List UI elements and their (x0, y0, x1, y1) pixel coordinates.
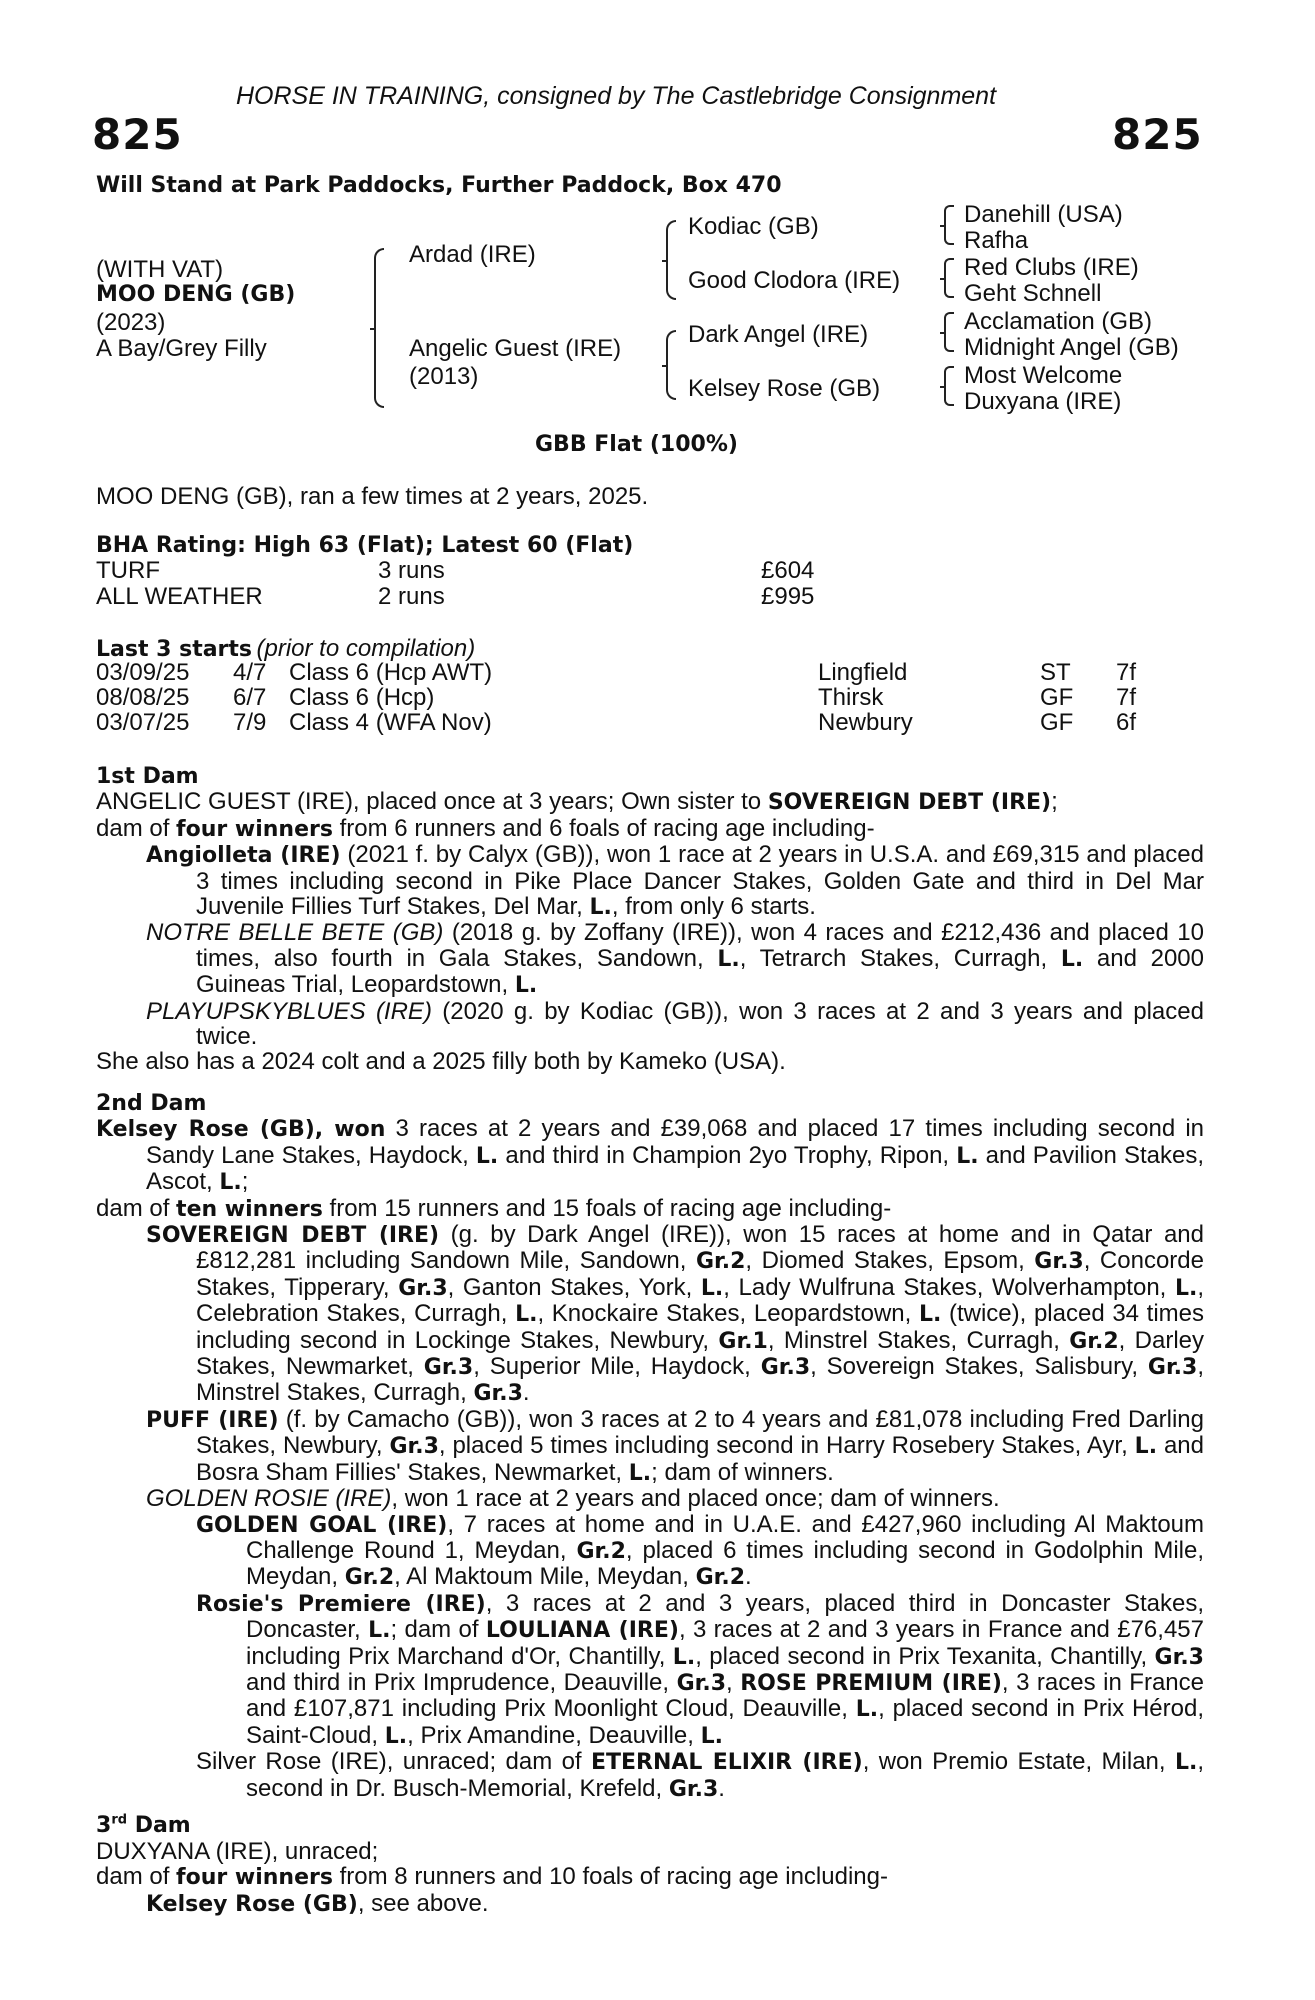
second-dam-section: 2nd Dam Kelsey Rose (GB), won 3 races at 2 years and £39,068 and placed 17 times including second in Sandy Lane Stakes, Haydock, L. and third in Champion 2yo Trophy, Ripon, L. and Pavilion Stakes, Ascot, L.; dam of ten winners from 15 runners and 15 foals of racing age including- SOVEREIGN DEBT (IRE) (g. by Dark Angel (IRE)), won 15 races at home and in Qatar and £812,281 including Sandown Mile, Sandown, Gr.2, Diomed Stakes, Epsom, Gr.3, Concorde Stakes, Tipperary, Gr.3, Ganton Stakes, York, L., Lady Wulfruna Stakes, Wolverhampton, L., Celebration Stakes, Curragh, L., Knockaire Stakes, Leopardstown, L. (twice), placed 34 times including second in Lockinge Stakes, Newbury, Gr.1, Minstrel Stakes, Curragh, Gr.2, Darley Stakes, Newmarket, Gr.3, Superior Mile, Haydock, Gr.3, Sovereign Stakes, Salisbury, Gr.3, Minstrel Stakes, Curragh, Gr.3. PUFF (IRE) (f. by Camacho (GB)), won 3 races at 2 to 4 years and £81,078 including Fred Darling Stakes, Newbury, Gr.3, placed 5 times including second in Harry Rosebery Stakes, Ayr, L. and Bosra Sham Fillies' Stakes, Newmarket, L.; dam of winners. GOLDEN ROSIE (IRE), won 1 race at 2 years and placed once; dam of winners. GOLDEN GOAL (IRE), 7 races at home and in U.A.E. and £427,960 including Al Maktoum Challenge Round 1, Meydan, Gr.2, placed 6 times including second in Godolphin Mile, Meydan, Gr.2, Al Maktoum Mile, Meydan, Gr.2. Rosie's Premiere (IRE), 3 races at 2 and 3 years, placed third in Doncaster Stakes, Doncaster, L.; dam of LOULIANA (IRE), 3 races at 2 and 3 years in France and £76,457 including Prix Marchand d'Or, Chantilly, L., placed second in Prix Texanita, Chantilly, Gr.3 and third in Prix Imprudence, Deauville, Gr.3, ROSE PREMIUM (IRE), 3 races in France and £107,871 including Prix Moonlight Cloud, Deauville, L., placed second in Prix Hérod, Saint-Cloud, L., Prix Amandine, Deauville, L. Silver Rose (IRE), unraced; dam of ETERNAL ELIXIR (IRE), won Premio Estate, Milan, L., second in Dr. Busch-Memorial, Krefeld, Gr.3. (96, 1091, 1205, 1802)
progeny-name: PUFF (IRE) (146, 1407, 279, 1433)
start-row (0, 710, 1315, 735)
lot-number-left: 825 (92, 110, 183, 159)
horse-description: A Bay/Grey Filly (96, 335, 267, 362)
start-pos: 6/7 (233, 684, 267, 711)
progeny-entry: PLAYUPSKYBLUES (IRE) (2020 g. by Kodiac (GB)), won 3 races at 2 and 3 years and placed twice. (146, 997, 1204, 1051)
progeny-entry: NOTRE BELLE BETE (GB) (2018 g. by Zoffany (IRE)), won 4 races and £212,436 and placed 10 times, also fourth in Gala Stakes, Sandown, L., Tetrarch Stakes, Curragh, L. and 2000 Guineas Trial, Leopardstown, L. (146, 919, 1204, 999)
start-date: 03/07/25 (96, 709, 190, 736)
third-dam-line: DUXYANA (IRE), unraced; (96, 1837, 379, 1865)
last-starts-title: Last 3 starts (96, 637, 253, 662)
start-date: 08/08/25 (96, 684, 190, 711)
start-row (0, 660, 1315, 685)
start-going: GF (1040, 684, 1074, 711)
start-dist: 7f (1116, 659, 1137, 686)
sire-dam: Good Clodora (IRE) (688, 267, 901, 294)
progeny-entry: PUFF (IRE) (f. by Camacho (GB)), won 3 races at 2 to 4 years and £81,078 including Fred Darling Stakes, Newbury, Gr.3, placed 5 times including second in Harry Rosebery Stakes, Ayr, L. and Bosra Sham Fillies' Stakes, Newmarket, L.; dam of winners. (146, 1405, 1205, 1486)
start-course: Lingfield (818, 659, 908, 686)
gen3-3: Red Clubs (IRE) (964, 254, 1139, 281)
first-dam-text: ANGELIC GUEST (IRE), placed once at 3 years; Own sister to (96, 788, 768, 816)
rating-turf-runs: 3 runs (378, 557, 445, 584)
progeny-name: GOLDEN ROSIE (IRE) (146, 1485, 392, 1513)
start-pos: 7/9 (233, 709, 267, 736)
start-course: Thirsk (818, 684, 884, 711)
horse-year: (2023) (96, 309, 166, 336)
start-dist: 7f (1116, 684, 1137, 711)
location-line: Will Stand at Park Paddocks, Further Paddock, Box 470 (96, 173, 782, 198)
sire: Ardad (IRE) (409, 241, 536, 268)
rating-aw-surface: ALL WEATHER (96, 583, 263, 610)
horse-name: MOO DENG (GB) (96, 282, 296, 307)
lot-number-right: 825 (1112, 110, 1203, 159)
start-pos: 4/7 (233, 659, 267, 686)
gen3-5: Acclamation (GB) (964, 308, 1153, 335)
bha-rating: BHA Rating: High 63 (Flat); Latest 60 (Flat) (96, 533, 634, 558)
progeny-entry: Kelsey Rose (GB), see above. (146, 1889, 489, 1917)
progeny-name: Kelsey Rose (GB) (146, 1891, 358, 1917)
rating-aw-runs: 2 runs (378, 583, 445, 610)
grand-progeny-entry: Rosie's Premiere (IRE), 3 races at 2 and 3 years, placed third in Doncaster Stakes, Doncaster, L.; dam of LOULIANA (IRE), 3 races at 2 and 3 years in France and £76,457 including Prix Marchand d'Or, Chantilly, L., placed second in Prix Texanita, Chantilly, Gr.3 and third in Prix Imprudence, Deauville, Gr.3, ROSE PREMIUM (IRE), 3 races in France and £107,871 including Prix Moonlight Cloud, Deauville, L., placed second in Prix Hérod, Saint-Cloud, L., Prix Amandine, Deauville, L. (196, 1589, 1205, 1749)
rating-turf-prize: £604 (761, 557, 815, 584)
progeny-name: ETERNAL ELIXIR (IRE) (590, 1750, 863, 1776)
progeny-name: PLAYUPSKYBLUES (IRE) (146, 997, 432, 1025)
pedigree-brace-g2 (944, 258, 954, 298)
sire-sire: Kodiac (GB) (688, 213, 819, 240)
first-dam-text: ; (1051, 788, 1058, 816)
first-dam-sister-name: SOVEREIGN DEBT (IRE) (767, 790, 1052, 816)
first-dam-text: from 6 runners and 6 foals of racing age including- (332, 814, 875, 842)
progeny-name: GOLDEN GOAL (IRE) (196, 1512, 448, 1538)
first-dam-section (96, 763, 1204, 1075)
second-dam-name: Kelsey Rose (GB) (96, 1117, 315, 1143)
start-going: ST (1040, 659, 1071, 686)
second-dam-entry: Kelsey Rose (GB), won 3 races at 2 years and £39,068 and placed 17 times including second in Sandy Lane Stakes, Haydock, L. and third in Champion 2yo Trophy, Ripon, L. and Pavilion Stakes, Ascot, L.; (96, 1115, 1204, 1196)
start-race: Class 6 (Hcp AWT) (289, 659, 493, 686)
gen3-6: Midnight Angel (GB) (964, 334, 1179, 361)
second-dam-heading: 2nd Dam (96, 1091, 207, 1116)
dam-year: (2013) (409, 363, 479, 390)
progeny-name: Rosie's Premiere (IRE) (196, 1591, 486, 1617)
start-date: 03/09/25 (96, 659, 190, 686)
second-dam-winners: ten winners (176, 1196, 323, 1222)
rating-turf-surface: TURF (96, 557, 160, 584)
gen3-4: Geht Schnell (964, 280, 1102, 307)
start-race: Class 6 (Hcp) (289, 684, 435, 711)
gbb-label: GBB Flat (100%) (535, 432, 738, 457)
progeny-name: SOVEREIGN DEBT (IRE) (146, 1223, 440, 1249)
gen3-7: Most Welcome (964, 362, 1123, 389)
progeny-entry: SOVEREIGN DEBT (IRE) (g. by Dark Angel (IRE)), won 15 races at home and in Qatar and £812,281 including Sandown Mile, Sandown, Gr.2, Diomed Stakes, Epsom, Gr.3, Concorde Stakes, Tipperary, Gr.3, Ganton Stakes, York, L., Lady Wulfruna Stakes, Wolverhampton, L., Celebration Stakes, Curragh, L., Knockaire Stakes, Leopardstown, L. (twice), placed 34 times including second in Lockinge Stakes, Newbury, Gr.1, Minstrel Stakes, Curragh, Gr.2, Darley Stakes, Newmarket, Gr.3, Superior Mile, Haydock, Gr.3, Sovereign Stakes, Salisbury, Gr.3, Minstrel Stakes, Curragh, Gr.3. (146, 1221, 1205, 1407)
last-starts-note: (prior to compilation) (256, 635, 476, 662)
first-dam-heading: 1st Dam (96, 764, 199, 789)
third-dam-heading: 3rd Dam (96, 1813, 191, 1839)
gen3-1: Danehill (USA) (964, 201, 1123, 228)
start-race: Class 4 (WFA Nov) (289, 709, 492, 736)
dam-sire: Dark Angel (IRE) (688, 321, 869, 348)
start-dist: 6f (1116, 709, 1137, 736)
start-going: GF (1040, 709, 1074, 736)
first-dam-text: dam of (96, 814, 177, 842)
gen3-2: Rafha (964, 227, 1029, 254)
pedigree-brace-g4 (944, 366, 954, 406)
pedigree-brace-main (374, 248, 384, 408)
rating-aw-prize: £995 (761, 583, 815, 610)
gen3-8: Duxyana (IRE) (964, 388, 1122, 415)
progeny-name: Angiolleta (IRE) (146, 843, 341, 869)
grand-progeny-entry: Silver Rose (IRE), unraced; dam of ETERNAL ELIXIR (IRE), won Premio Estate, Milan, L., second in Dr. Busch-Memorial, Krefeld, Gr.3. (196, 1748, 1204, 1802)
first-dam-also: She also has a 2024 colt and a 2025 filly both by Kameko (USA). (96, 1048, 786, 1076)
dam-dam: Kelsey Rose (GB) (688, 375, 881, 402)
grand-progeny-entry: GOLDEN GOAL (IRE), 7 races at home and in U.A.E. and £427,960 including Al Maktoum Challenge Round 1, Meydan, Gr.2, placed 6 times including second in Godolphin Mile, Meydan, Gr.2, Al Maktoum Mile, Meydan, Gr.2. (196, 1510, 1205, 1591)
race-summary: MOO DENG (GB), ran a few times at 2 years, 2025. (96, 483, 649, 510)
progeny-name: NOTRE BELLE BETE (GB) (146, 919, 444, 947)
consignment-line: HORSE IN TRAINING, consigned by The Castlebridge Consignment (236, 82, 997, 110)
start-course: Newbury (818, 709, 913, 736)
pedigree-brace-dam (666, 330, 676, 400)
pedigree-brace-sire (666, 220, 676, 300)
pedigree-brace-g3 (944, 312, 954, 352)
first-dam-winners: four winners (176, 816, 333, 842)
pedigree-brace-g1 (944, 205, 954, 245)
progeny-entry: GOLDEN ROSIE (IRE), won 1 race at 2 years and placed once; dam of winners. (146, 1485, 1000, 1513)
third-dam-section: 3rd Dam DUXYANA (IRE), unraced; dam of four winners from 8 runners and 10 foals of racing age including- Kelsey Rose (GB), see above. (96, 1808, 1204, 1917)
progeny-entry: Angiolleta (IRE) (2021 f. by Calyx (GB)), won 1 race at 2 years in U.S.A. and £69,315 and placed 3 times including second in Pike Place Dancer Stakes, Golden Gate and third in Del Mar Juvenile Fillies Turf Stakes, Del Mar, L., from only 6 starts. (146, 841, 1204, 921)
vat-label: (WITH VAT) (96, 256, 224, 283)
third-dam-winners: four winners (176, 1865, 333, 1891)
start-row (0, 685, 1315, 710)
dam: Angelic Guest (IRE) (409, 335, 622, 362)
